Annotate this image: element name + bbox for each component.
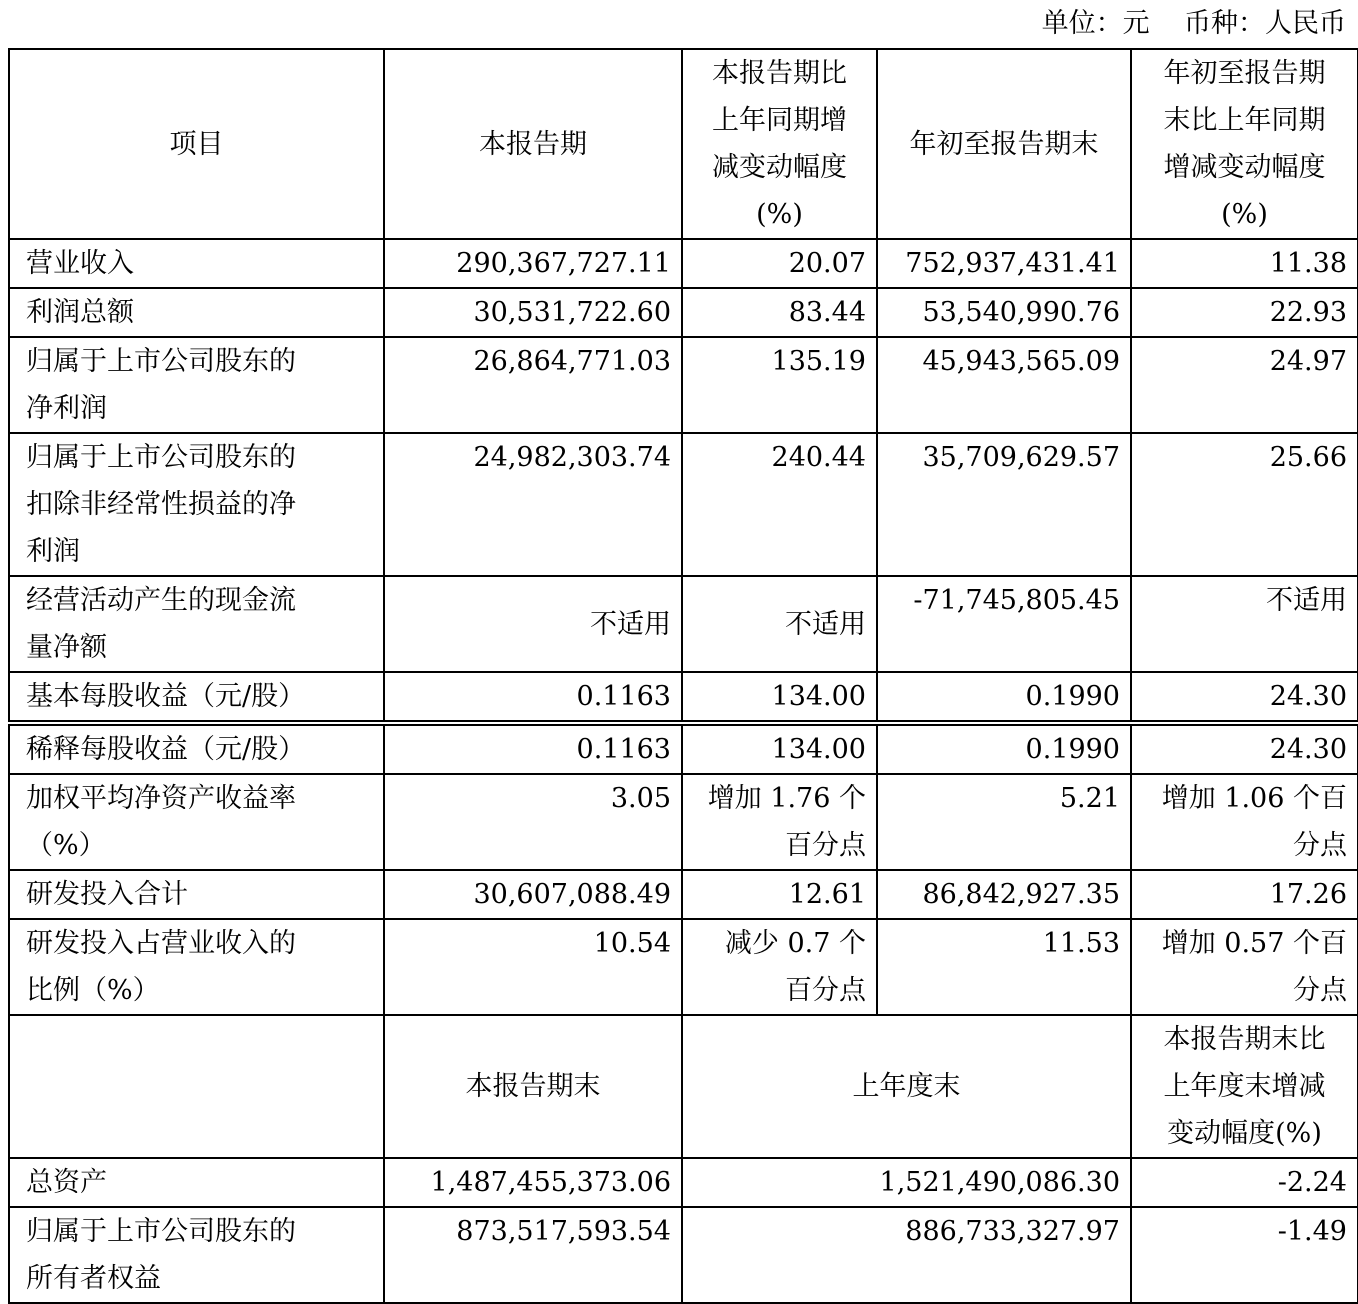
table-row: [9, 337, 1358, 433]
cell-value: 5.21: [877, 774, 1131, 870]
cell-value: 290,367,727.11: [384, 239, 682, 288]
unit-currency-note: 单位：元 币种：人民币: [1041, 8, 1346, 39]
table-row: [9, 433, 1358, 576]
cell-value: 增加 0.57 个百 分点: [1131, 919, 1358, 1015]
table-row: [9, 725, 1358, 774]
subheader-change: 本报告期末比 上年度末增减 变动幅度(%): [1131, 1015, 1358, 1158]
cell-value: 22.93: [1131, 288, 1358, 337]
table-row: [9, 239, 1358, 288]
cell-value: 减少 0.7 个 百分点: [682, 919, 877, 1015]
row-label: 营业收入: [9, 239, 384, 288]
row-label: 归属于上市公司股东的 净利润: [9, 337, 384, 433]
header-current-period-change: 本报告期比 上年同期增 减变动幅度 (%): [682, 49, 877, 239]
cell-value: 0.1163: [384, 725, 682, 774]
row-label: 研发投入占营业收入的 比例（%）: [9, 919, 384, 1015]
table-row: [9, 919, 1358, 1015]
cell-value: 3.05: [384, 774, 682, 870]
cell-value: 10.54: [384, 919, 682, 1015]
row-label: 归属于上市公司股东的 扣除非经常性损益的净 利润: [9, 433, 384, 576]
cell-value: 24,982,303.74: [384, 433, 682, 576]
table-row: [9, 672, 1358, 721]
cell-value: 0.1163: [384, 672, 682, 721]
cell-value: 11.38: [1131, 239, 1358, 288]
cell-value: 53,540,990.76: [877, 288, 1131, 337]
cell-value: 886,733,327.97: [682, 1207, 1131, 1303]
cell-value: 135.19: [682, 337, 877, 433]
cell-value: 86,842,927.35: [877, 870, 1131, 919]
cell-value: 1,521,490,086.30: [682, 1158, 1131, 1207]
cell-value: 12.61: [682, 870, 877, 919]
cell-value: 240.44: [682, 433, 877, 576]
cell-value: -2.24: [1131, 1158, 1358, 1207]
row-label: 基本每股收益（元/股）: [9, 672, 384, 721]
cell-value: 增加 1.06 个百 分点: [1131, 774, 1358, 870]
table-header-row: [9, 49, 1358, 239]
cell-value: 83.44: [682, 288, 877, 337]
row-label: 加权平均净资产收益率 （%）: [9, 774, 384, 870]
cell-value: 不适用: [384, 576, 682, 672]
table-row: [9, 870, 1358, 919]
cell-value: 增加 1.76 个 百分点: [682, 774, 877, 870]
cell-value: 35,709,629.57: [877, 433, 1131, 576]
cell-value: 24.30: [1131, 725, 1358, 774]
header-item: 项目: [9, 49, 384, 239]
cell-value: 134.00: [682, 672, 877, 721]
cell-value: 24.30: [1131, 672, 1358, 721]
cell-value: 134.00: [682, 725, 877, 774]
table-row: [9, 288, 1358, 337]
table-row: [9, 576, 1358, 672]
cell-value: 30,607,088.49: [384, 870, 682, 919]
header-ytd: 年初至报告期末: [877, 49, 1131, 239]
main-financial-data-table: [8, 48, 1358, 722]
row-label: 经营活动产生的现金流 量净额: [9, 576, 384, 672]
cell-value: 30,531,722.60: [384, 288, 682, 337]
subheader-item: [9, 1015, 384, 1158]
table-row: [9, 774, 1358, 870]
row-label: 研发投入合计: [9, 870, 384, 919]
cell-value: 11.53: [877, 919, 1131, 1015]
cell-value: -71,745,805.45: [877, 576, 1131, 672]
cell-value: 0.1990: [877, 672, 1131, 721]
subheader-prior-year-end: 上年度末: [682, 1015, 1131, 1158]
cell-value: 25.66: [1131, 433, 1358, 576]
cell-value: 0.1990: [877, 725, 1131, 774]
cell-value: 不适用: [1131, 576, 1358, 672]
header-ytd-change: 年初至报告期 末比上年同期 增减变动幅度 (%): [1131, 49, 1358, 239]
cell-value: 873,517,593.54: [384, 1207, 682, 1303]
row-label: 总资产: [9, 1158, 384, 1207]
cell-value: 24.97: [1131, 337, 1358, 433]
table-row: [9, 1207, 1358, 1303]
row-label: 稀释每股收益（元/股）: [9, 725, 384, 774]
cell-value: 20.07: [682, 239, 877, 288]
subheader-period-end: 本报告期末: [384, 1015, 682, 1158]
cell-value: 26,864,771.03: [384, 337, 682, 433]
cell-value: 17.26: [1131, 870, 1358, 919]
cell-value: -1.49: [1131, 1207, 1358, 1303]
table-row: [9, 1158, 1358, 1207]
cell-value: 1,487,455,373.06: [384, 1158, 682, 1207]
row-label: 利润总额: [9, 288, 384, 337]
row-label: 归属于上市公司股东的 所有者权益: [9, 1207, 384, 1303]
cell-value: 752,937,431.41: [877, 239, 1131, 288]
header-current-period: 本报告期: [384, 49, 682, 239]
continued-financial-data-table: [8, 724, 1358, 1304]
table-subheader-row: [9, 1015, 1358, 1158]
cell-value: 不适用: [682, 576, 877, 672]
cell-value: 45,943,565.09: [877, 337, 1131, 433]
